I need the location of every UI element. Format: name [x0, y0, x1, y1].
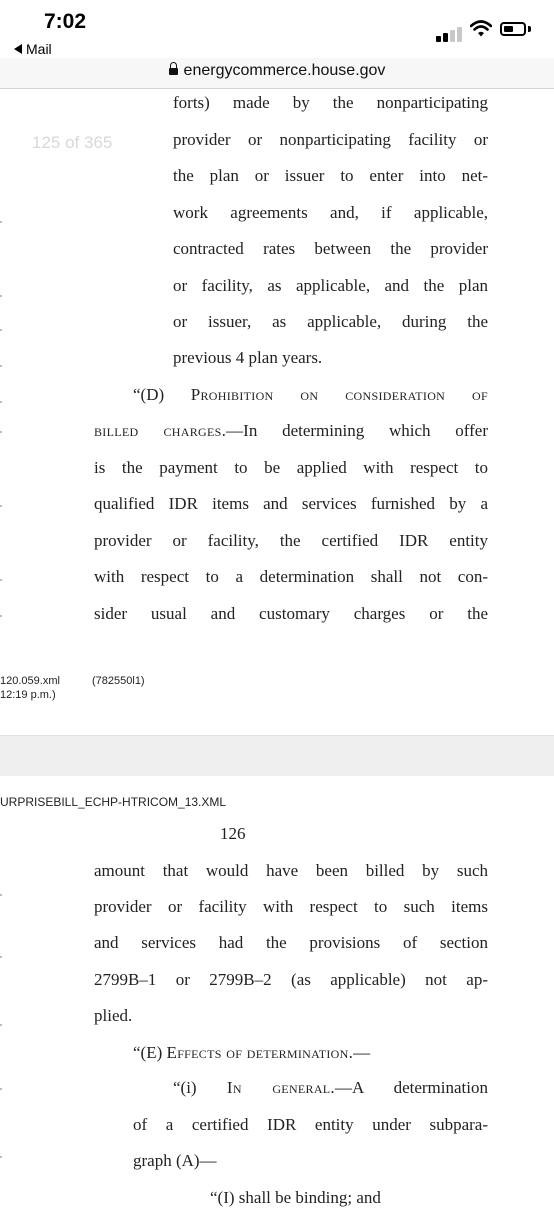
- text-line: amount that would have been billed by such: [94, 861, 488, 880]
- heading-title-cont: billed charges.: [94, 421, 227, 440]
- heading-rest: —A determination: [334, 1078, 488, 1097]
- wifi-icon: [470, 20, 492, 38]
- page-number: 126: [220, 824, 246, 843]
- margin-mark: [0, 329, 2, 331]
- text-line: or issuer, as applicable, during the: [173, 312, 488, 331]
- text-line: the plan or issuer to enter into net-: [173, 166, 488, 185]
- margin-mark: [0, 1156, 2, 1158]
- margin-mark: [0, 615, 2, 617]
- margin-mark: [0, 365, 2, 367]
- text-line: graph (A)—: [133, 1151, 217, 1170]
- section-heading-e: [133, 1043, 370, 1063]
- heading-prefix: “(D): [133, 385, 191, 404]
- margin-mark: [0, 894, 2, 896]
- margin-mark: [0, 295, 2, 297]
- footer-filename: 120.059.xml: [0, 675, 60, 687]
- cellular-signal-icon: [436, 22, 466, 42]
- battery-icon: [500, 22, 526, 36]
- margin-mark: [0, 956, 2, 958]
- text-line: qualified IDR items and services furnished by a: [94, 494, 488, 513]
- footer-time: 12:19 p.m.): [0, 689, 56, 701]
- back-app-label: Mail: [26, 41, 52, 57]
- text-line: 2799B–1 or 2799B–2 (as applicable) not ap-: [94, 970, 488, 989]
- margin-mark: [0, 1024, 2, 1026]
- url-text: energycommerce.house.gov: [183, 62, 386, 79]
- text-line: provider or nonparticipating facility or: [173, 130, 488, 149]
- text-line: [94, 421, 488, 441]
- text-line: with respect to a determination shall not con-: [94, 567, 488, 586]
- text-line: plied.: [94, 1006, 133, 1025]
- text-line: contracted rates between the provider: [173, 239, 488, 258]
- text-line: provider or facility, the certified IDR entity: [94, 531, 488, 550]
- heading-rest: —In determining which offer: [226, 421, 488, 440]
- footer-code: (782550l1): [92, 675, 145, 687]
- heading-title: Effects of determination.: [166, 1043, 354, 1062]
- margin-mark: [0, 431, 2, 433]
- heading-title: In general.: [226, 1078, 335, 1097]
- status-bar: [0, 0, 554, 58]
- margin-mark: [0, 1088, 2, 1090]
- text-line: work agreements and, if applicable,: [173, 203, 488, 222]
- page-header-filename: URPRISEBILL_ECHP-HTRICOM_13.XML: [0, 795, 227, 809]
- page-separator: [0, 735, 554, 777]
- text-line: previous 4 plan years.: [173, 348, 323, 367]
- text-line: and services had the provisions of section: [94, 933, 488, 952]
- text-line: or facility, as applicable, and the plan: [173, 276, 488, 295]
- subsection-heading-i: [173, 1078, 488, 1098]
- text-line-cut-off: “(I) shall be binding; and: [210, 1188, 381, 1207]
- status-time: 7:02: [44, 10, 87, 33]
- section-heading-d: [133, 385, 488, 405]
- heading-title: Prohibition on consideration of: [190, 385, 488, 404]
- margin-mark: [0, 579, 2, 581]
- url-display[interactable]: [0, 62, 554, 80]
- text-line: sider usual and customary charges or the: [94, 604, 488, 623]
- text-line: provider or facility with respect to such items: [94, 897, 488, 916]
- back-to-mail-button[interactable]: [14, 41, 52, 57]
- document-page-126[interactable]: [0, 776, 554, 1207]
- back-arrow-icon: [14, 44, 22, 54]
- margin-mark: [0, 505, 2, 507]
- text-line: is the payment to be applied with respect to: [94, 458, 488, 477]
- heading-prefix: “(i): [173, 1078, 227, 1097]
- text-line: of a certified IDR entity under subpara-: [133, 1115, 488, 1134]
- margin-mark: [0, 401, 2, 403]
- heading-prefix: “(E): [133, 1043, 167, 1062]
- heading-rest: —: [353, 1043, 371, 1062]
- page-counter: 125 of 365: [32, 133, 113, 152]
- document-page-125[interactable]: [0, 89, 554, 735]
- text-line: forts) made by the nonparticipating: [173, 93, 488, 112]
- battery-tip: [528, 26, 531, 32]
- lock-icon: [169, 68, 178, 75]
- address-bar[interactable]: [0, 58, 554, 89]
- margin-mark: [0, 221, 2, 223]
